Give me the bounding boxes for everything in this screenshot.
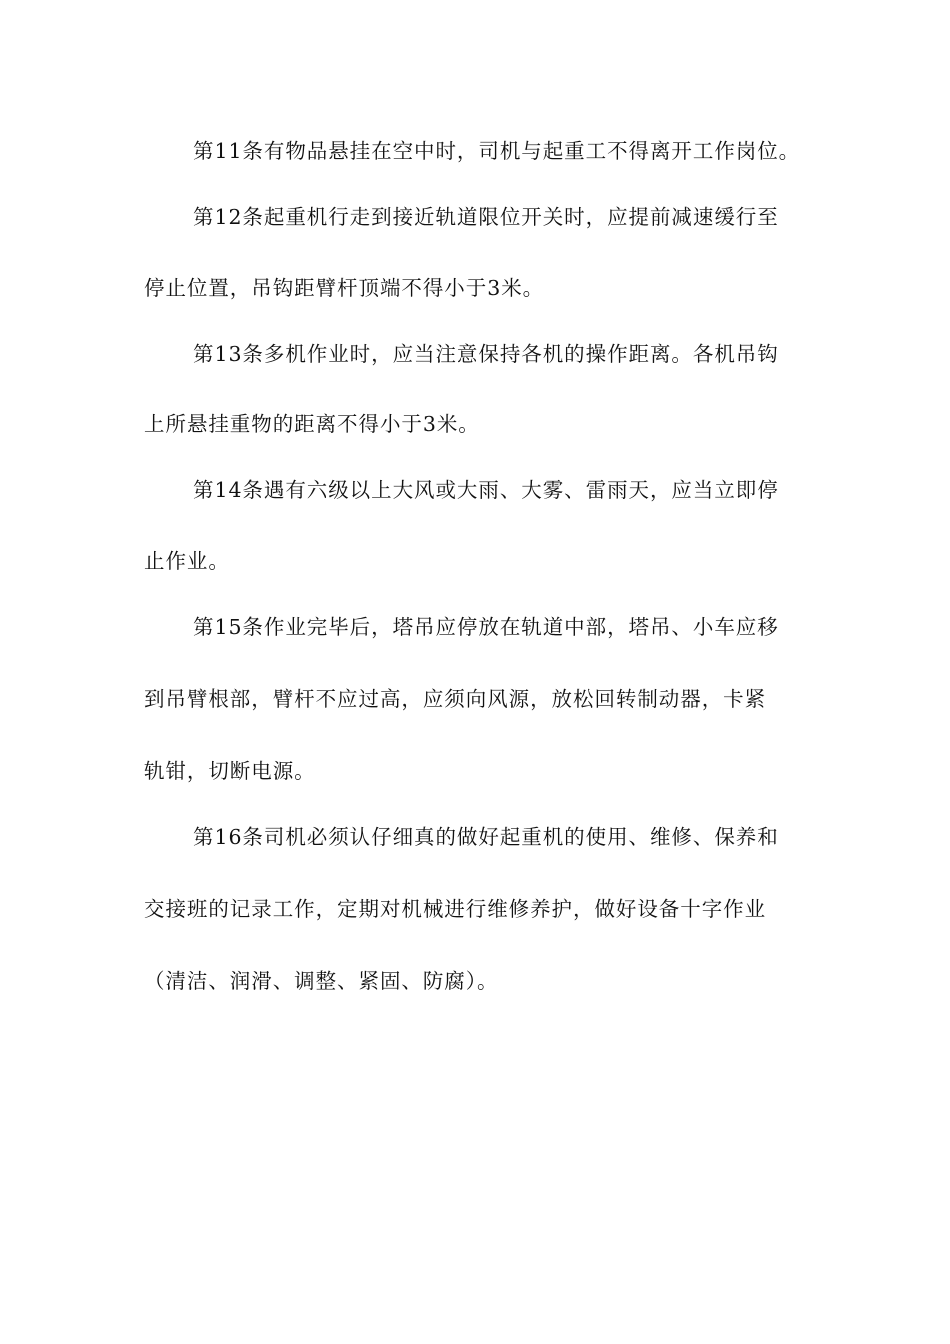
article-11-line-1: 第11条有物品悬挂在空中时，司机与起重工不得离开工作岗位。 xyxy=(193,139,801,163)
article-16-line-3: （清洁、润滑、调整、紧固、防腐）。 xyxy=(144,969,499,993)
article-15-line-1: 第15条作业完毕后，塔吊应停放在轨道中部，塔吊、小车应移 xyxy=(193,615,779,639)
article-13-line-2: 上所悬挂重物的距离不得小于3米。 xyxy=(144,412,480,436)
article-15-line-3: 轨钳，切断电源。 xyxy=(144,759,316,783)
article-15-line-2: 到吊臂根部，臂杆不应过高，应须向风源，放松回转制动器，卡紧 xyxy=(144,687,767,711)
article-16-line-2: 交接班的记录工作，定期对机械进行维修养护，做好设备十字作业 xyxy=(144,897,767,921)
article-14-line-1: 第14条遇有六级以上大风或大雨、大雾、雷雨天，应当立即停 xyxy=(193,478,779,502)
article-12-line-1: 第12条起重机行走到接近轨道限位开关时，应提前减速缓行至 xyxy=(193,205,779,229)
article-16-line-1: 第16条司机必须认仔细真的做好起重机的使用、维修、保养和 xyxy=(193,825,779,849)
article-13-line-1: 第13条多机作业时，应当注意保持各机的操作距离。各机吊钩 xyxy=(193,342,779,366)
article-14-line-2: 止作业。 xyxy=(144,549,230,573)
article-12-line-2: 停止位置，吊钩距臂杆顶端不得小于3米。 xyxy=(144,276,545,300)
